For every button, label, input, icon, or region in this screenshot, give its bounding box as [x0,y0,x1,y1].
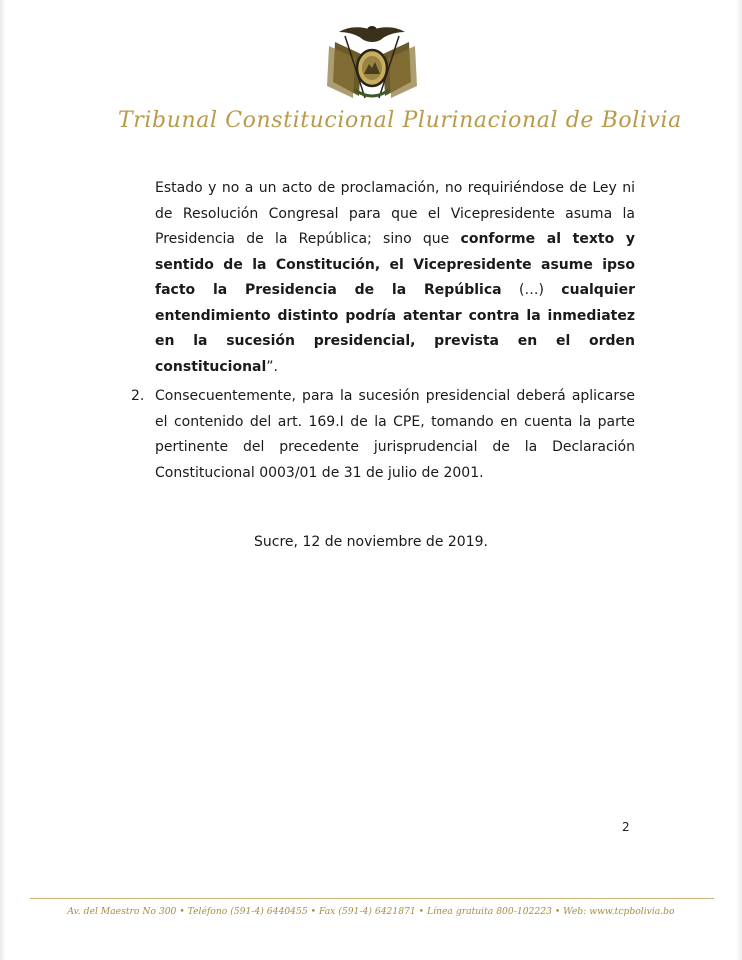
paragraph-1-bold: cualquier entendimiento distinto podría atentar contra la inmediatez en la sucesión presidencial, prevista en el orden constitucional [155,282,635,375]
page-number: 2 [622,820,630,834]
paragraph-1-closing: ”. [266,358,278,375]
coat-of-arms-icon [325,20,419,102]
paragraph-1-ellipsis: (…) [501,282,562,298]
page-edge [736,0,742,960]
footer-contact: Av. del Maestro No 300 • Teléfono (591-4) 6440455 • Fax (591-4) 6421871 • Línea gratuita 800-102223 • Web: www.tcpbolivia.bo [67,906,675,917]
list-item-number: 2. [131,388,145,404]
signoff-date: Sucre, 12 de noviembre de 2019. [254,534,488,550]
paragraph-1 [155,176,635,380]
list-item-text: Consecuentemente, para la sucesión presidencial deberá aplicarse el contenido del art. 169.I de la CPE, tomando en cuenta la parte pertinente del precedente jurisprudencial de la Declaración Constitucional 0003/01 de 31 de julio de 2001. [155,388,635,481]
paragraph-1-text: Estado y no a un acto de proclamación, no requiriéndose de Ley ni de Resolución Congresal para que el Vicepresidente asuma la Presidencia de la República; sino que [155,180,635,247]
footer-divider [30,898,714,899]
page-edge [0,0,6,960]
paragraph-1-bold: conforme al texto y sentido de la Constitución, el Vicepresidente asume ipso facto la Presidencia de la República [155,231,636,298]
institution-name: Tribunal Constitucional Plurinacional de Bolivia [118,108,682,133]
